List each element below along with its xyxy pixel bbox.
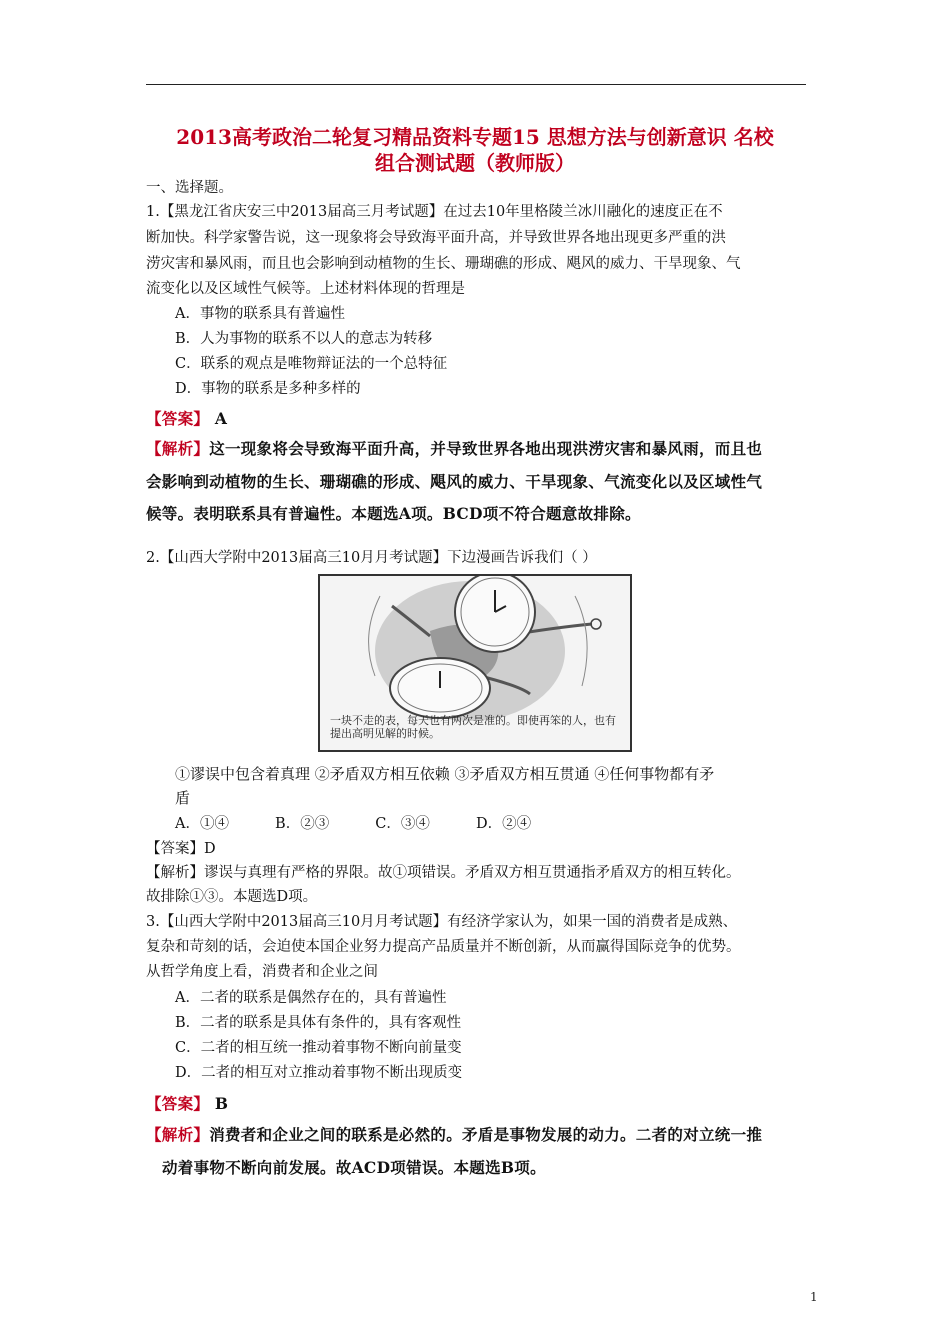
- q3-answer-value: B: [214, 1094, 229, 1113]
- q2-answer-label: 【答案】: [146, 841, 204, 857]
- q1-stem-line-1: 1.【黑龙江省庆安三中2013届高三月考试题】在过去10年里格陵兰冰川融化的速度正在不: [146, 204, 723, 220]
- q1-option-b: B．人为事物的联系不以人的意志为转移: [175, 331, 433, 347]
- q1-option-a: A．事物的联系具有普遍性: [175, 306, 345, 322]
- clock-cartoon-image: [318, 574, 632, 752]
- title-line-2: 组合测试题（教师版）: [375, 151, 575, 175]
- q2-stem-line-1: 2.【山西大学附中2013届高三10月月考试题】下边漫画告诉我们（ ）: [146, 550, 597, 566]
- q1-answer-value: A: [214, 409, 228, 428]
- header-rule: [146, 84, 806, 85]
- q3-answer-label: 【答案】: [146, 1094, 210, 1113]
- q1-stem-line-4: 流变化以及区域性气候等。上述材料体现的哲理是: [146, 281, 465, 297]
- q3-analysis-line-2: 动着事物不断向前发展。故ACD项错误。本题选B项。: [162, 1158, 546, 1177]
- q2-answer: [146, 837, 216, 861]
- q1-analysis-line-1: [146, 437, 762, 461]
- page-number: 1: [810, 1290, 818, 1304]
- q2-answer-value: D: [204, 841, 216, 857]
- q2-analysis-line-2: 故排除①③。本题选D项。: [146, 889, 318, 905]
- q3-analysis-text-1: 消费者和企业之间的联系是必然的。矛盾是事物发展的动力。二者的对立统一推: [209, 1125, 763, 1144]
- q1-option-c: C．联系的观点是唯物辩证法的一个总特征: [175, 356, 448, 372]
- q3-stem-line-2: 复杂和苛刻的话，会迫使本国企业努力提高产品质量并不断创新，从而赢得国际竞争的优势。: [146, 939, 741, 955]
- q1-analysis-line-2: 会影响到动植物的生长、珊瑚礁的形成、飓风的威力、干旱现象、气流变化以及区域性气: [146, 472, 763, 491]
- q3-option-d: D．二者的相互对立推动着事物不断出现质变: [175, 1065, 463, 1081]
- q1-stem-line-2: 断加快。科学家警告说，这一现象将会导致海平面升高，并导致世界各地出现更多严重的洪: [146, 230, 726, 246]
- q3-stem-line-3: 从哲学角度上看，消费者和企业之间: [146, 964, 378, 980]
- q3-answer: [146, 1092, 228, 1116]
- q2-statements-line-1: ①谬误中包含着真理 ②矛盾双方相互依赖 ③矛盾双方相互贯通 ④任何事物都有矛: [175, 765, 715, 783]
- q3-analysis-line-1: [146, 1123, 762, 1147]
- q2-analysis-line-1: 【解析】谬误与真理有严格的界限。故①项错误。矛盾双方相互贯通指矛盾双方的相互转化。: [146, 865, 741, 881]
- q3-option-c: C．二者的相互统一推动着事物不断向前量变: [175, 1040, 462, 1056]
- q3-option-b: B．二者的联系是具体有条件的，具有客观性: [175, 1015, 462, 1031]
- q1-stem-line-3: 涝灾害和暴风雨，而且也会影响到动植物的生长、珊瑚礁的形成、飓风的威力、干旱现象、气: [146, 256, 741, 272]
- section-heading: 一、选择题。: [146, 180, 233, 196]
- q1-option-d: D．事物的联系是多种多样的: [175, 381, 361, 397]
- q3-analysis-label: 【解析】: [146, 1125, 210, 1144]
- q1-answer: [146, 407, 227, 431]
- q2-statements-line-2: 盾: [175, 789, 191, 807]
- title-line-1: 2013高考政治二轮复习精品资料专题15 思想方法与创新意识 名校: [176, 125, 774, 149]
- q3-stem-line-1: 3.【山西大学附中2013届高三10月月考试题】有经济学家认为，如果一国的消费者是成熟、: [146, 914, 738, 930]
- cartoon-caption: 一块不走的表，每天也有两次是准的。即使再笨的人，也有提出高明见解的时候。: [330, 714, 616, 740]
- q3-option-a: A．二者的联系是偶然存在的，具有普遍性: [175, 990, 447, 1006]
- q1-analysis-text-1: 这一现象将会导致海平面升高，并导致世界各地出现洪涝灾害和暴风雨，而且也: [209, 439, 763, 458]
- q1-analysis-label: 【解析】: [146, 439, 210, 458]
- document-title: [120, 124, 830, 176]
- q1-analysis-line-3: 候等。表明联系具有普遍性。本题选A项。BCD项不符合题意故排除。: [146, 504, 641, 523]
- q1-answer-label: 【答案】: [146, 409, 210, 428]
- q2-options: A．①④ B．②③ C．③④ D．②④: [175, 816, 532, 832]
